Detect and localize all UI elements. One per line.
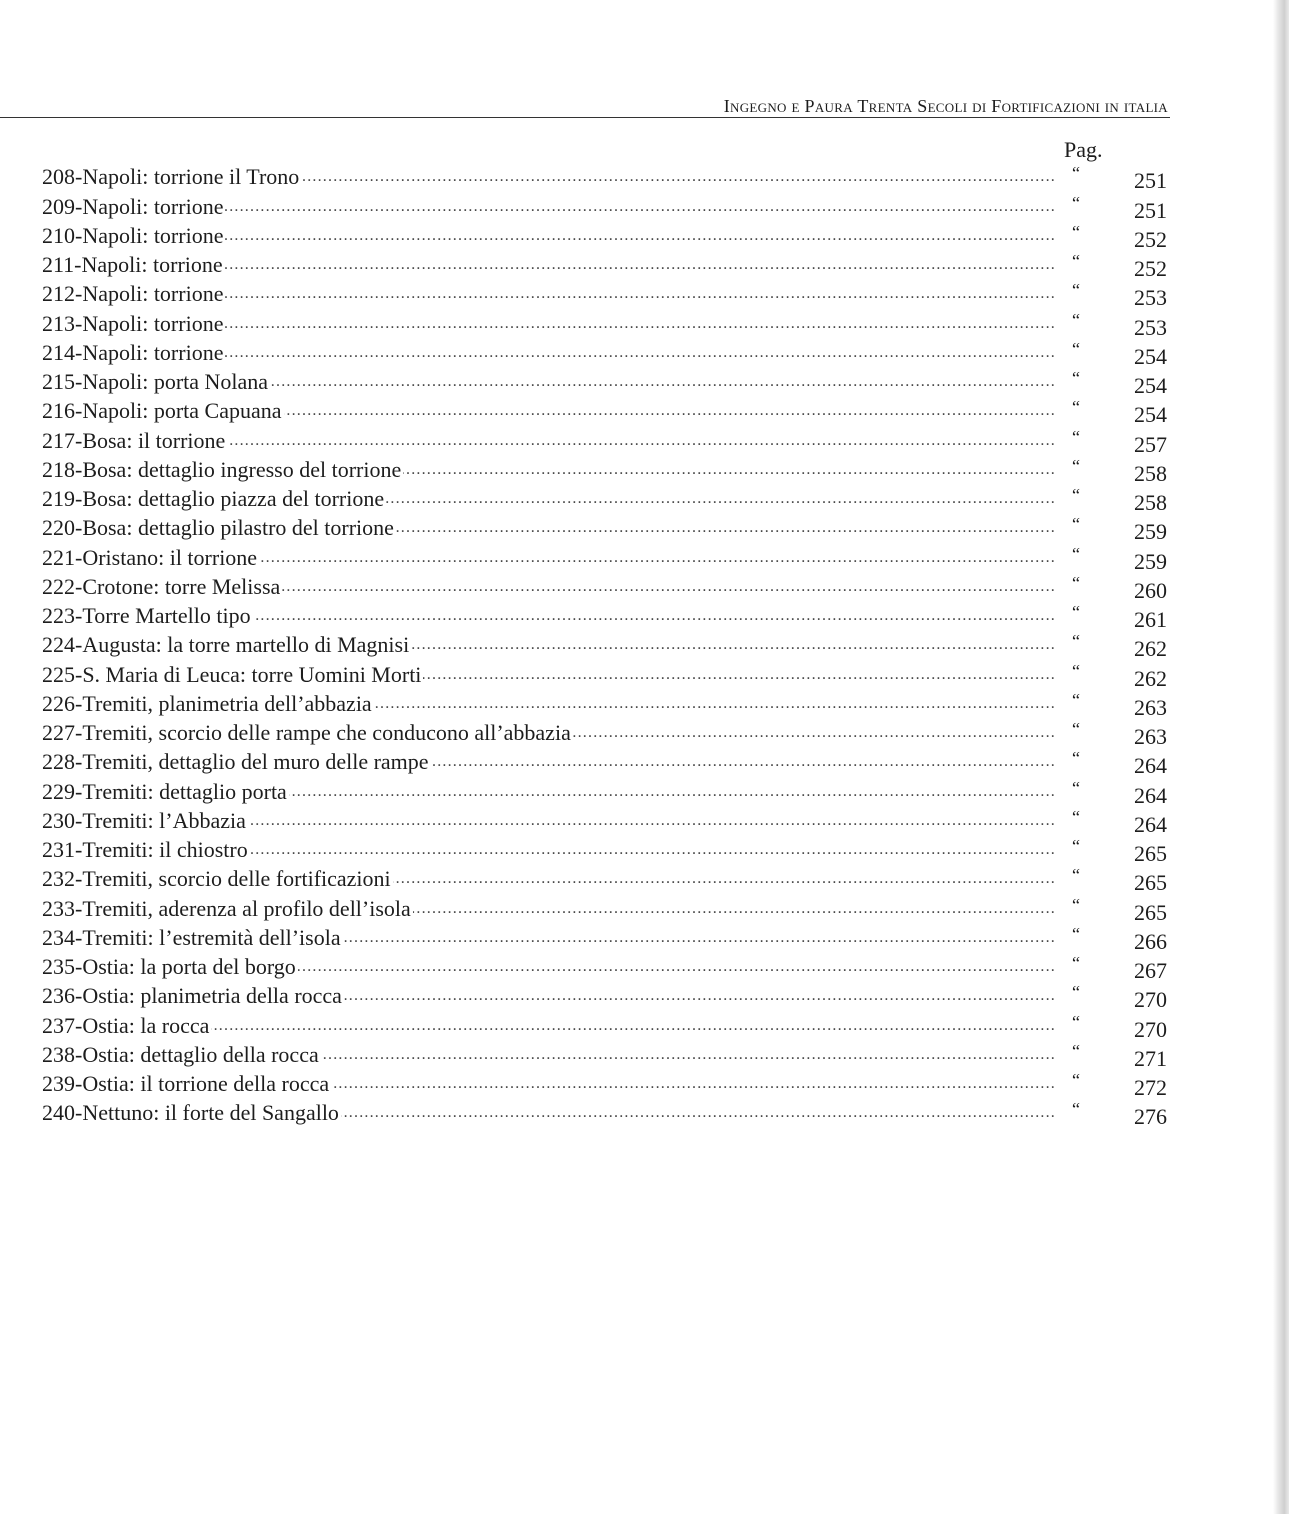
- toc-entry-page: 257: [1134, 431, 1167, 457]
- toc-entry-leader: [42, 428, 1054, 454]
- toc-entry: [42, 1039, 1167, 1071]
- toc-entry-leader: [42, 457, 1054, 483]
- ditto-mark: “: [1072, 602, 1080, 622]
- toc-entry-leader: [42, 223, 1054, 249]
- toc-entry: [42, 454, 1167, 486]
- toc-entry-page: 260: [1134, 577, 1167, 603]
- toc-entry: [42, 541, 1167, 574]
- toc-entry-title: 209-Napoli: torrione: [42, 193, 224, 219]
- ditto-mark: “: [1072, 251, 1080, 271]
- toc-entry-leader: [42, 515, 1054, 541]
- toc-entry: [42, 863, 1167, 896]
- toc-entry-leader: [42, 340, 1054, 366]
- toc-entry-leader: [42, 632, 1054, 658]
- ditto-mark: “: [1072, 631, 1080, 652]
- toc-entry-leader: [42, 281, 1054, 307]
- toc-entry-page: 251: [1134, 168, 1167, 194]
- toc-entry-title: 232-Tremiti, scorcio delle fortificazioni: [42, 866, 391, 892]
- toc-entry-title: 215-Napoli: porta Nolana: [42, 369, 269, 394]
- toc-entry-title: 222-Crotone: torre Melissa: [42, 573, 281, 599]
- toc-entry-page: 259: [1134, 548, 1167, 574]
- toc-entry-leader: [42, 486, 1054, 512]
- page-edge-shadow: [1273, 0, 1289, 1514]
- toc-entry: [42, 483, 1167, 515]
- toc-entry-title: 234-Tremiti: l’estremità dell’isola: [42, 924, 341, 950]
- ditto-mark: “: [1072, 923, 1080, 944]
- header-rule: [0, 117, 1170, 118]
- toc-entry-title: 220-Bosa: dettaglio pilastro del torrione: [42, 515, 394, 541]
- ditto-mark: “: [1072, 836, 1080, 856]
- running-header: [0, 96, 1170, 120]
- toc-entry-page: 259: [1134, 519, 1167, 545]
- toc-entry-leader: [42, 574, 1054, 600]
- toc-entry: [42, 629, 1167, 662]
- toc-entry: [42, 980, 1167, 1013]
- toc-entry: [42, 746, 1167, 779]
- toc-entry-leader: [42, 603, 1054, 629]
- ditto-mark: “: [1072, 221, 1080, 242]
- ditto-mark: “: [1072, 280, 1080, 301]
- toc-entry-leader: [42, 545, 1054, 571]
- toc-entry-page: 258: [1134, 460, 1167, 486]
- toc-entry-title: 223-Torre Martello tipo: [42, 603, 251, 628]
- toc-entry-page: 254: [1134, 373, 1167, 398]
- toc-entry: [42, 220, 1167, 252]
- ditto-mark: “: [1072, 309, 1080, 330]
- toc-entry-title: 236-Ostia: planimetria della rocca: [42, 983, 342, 1009]
- toc-entry: [42, 337, 1167, 369]
- toc-entry-page: 265: [1134, 899, 1167, 925]
- toc-entry-page: 276: [1134, 1104, 1167, 1130]
- toc-entry-title: 225-S. Maria di Leuca: torre Uomini Morti: [42, 661, 422, 687]
- toc-entry: [42, 805, 1167, 837]
- toc-entry-leader: [42, 1100, 1054, 1126]
- ditto-mark: “: [1072, 865, 1080, 886]
- toc-entry-page: 261: [1134, 607, 1167, 632]
- toc-entry: [42, 600, 1167, 632]
- toc-entry: [42, 717, 1167, 749]
- toc-entry: [42, 307, 1167, 340]
- ditto-mark: “: [1072, 192, 1080, 213]
- toc-entry: [42, 366, 1167, 398]
- toc-entry-leader: [42, 983, 1054, 1009]
- toc-entry-leader: [42, 954, 1054, 980]
- toc-entry-page: 253: [1134, 285, 1167, 311]
- toc-entry-page: 263: [1134, 724, 1167, 749]
- toc-entry: [42, 190, 1167, 223]
- ditto-mark: “: [1072, 982, 1080, 1003]
- toc-entry: [42, 658, 1167, 691]
- toc-entry: [42, 775, 1167, 808]
- toc-entry-page: 262: [1134, 665, 1167, 691]
- toc-entry-title: 228-Tremiti, dettaglio del muro delle rampe: [42, 749, 429, 775]
- toc-entry: [42, 512, 1167, 545]
- toc-entry-leader: [42, 1071, 1054, 1097]
- toc-entry-title: 211-Napoli: torrione: [42, 252, 223, 277]
- toc-entry-title: 233-Tremiti, aderenza al profilo dell’isola: [42, 895, 411, 921]
- toc-entry-page: 270: [1134, 1016, 1167, 1042]
- toc-entry-leader: [42, 749, 1054, 775]
- toc-entry-leader: [42, 779, 1054, 805]
- ditto-mark: “: [1072, 689, 1080, 710]
- ditto-mark: “: [1072, 543, 1080, 564]
- toc-entry-title: 230-Tremiti: l’Abbazia: [42, 807, 246, 833]
- toc-entry: [42, 1097, 1167, 1130]
- toc-entry: [42, 161, 1167, 194]
- toc-entry-title: 226-Tremiti, planimetria dell’abbazia: [42, 690, 372, 716]
- toc-entry-title: 239-Ostia: il torrione della rocca: [42, 1071, 330, 1096]
- toc-entry-title: 208-Napoli: torrione il Trono: [42, 164, 300, 190]
- toc-entry-title: 240-Nettuno: il forte del Sangallo: [42, 1100, 339, 1126]
- ditto-mark: “: [1072, 368, 1080, 388]
- toc-entry-title: 227-Tremiti, scorcio delle rampe che conducono all’abbazia: [42, 720, 571, 745]
- ditto-mark: “: [1072, 953, 1080, 973]
- table-of-contents: [42, 161, 1167, 1130]
- toc-entry-leader: [42, 662, 1054, 688]
- toc-entry-leader: [42, 896, 1054, 922]
- toc-entry-page: 272: [1134, 1075, 1167, 1100]
- toc-entry-title: 221-Oristano: il torrione: [42, 544, 258, 570]
- toc-entry-leader: [42, 194, 1054, 220]
- toc-entry-leader: [42, 837, 1054, 863]
- ditto-mark: “: [1072, 719, 1080, 739]
- toc-entry-title: 212-Napoli: torrione: [42, 281, 224, 307]
- toc-entry-title: 229-Tremiti: dettaglio porta: [42, 778, 287, 804]
- ditto-mark: “: [1072, 163, 1080, 184]
- ditto-mark: “: [1072, 572, 1080, 593]
- ditto-mark: “: [1072, 1070, 1080, 1090]
- toc-entry-page: 252: [1134, 226, 1167, 252]
- toc-entry-title: 216-Napoli: porta Capuana: [42, 398, 282, 424]
- toc-entry-page: 251: [1134, 197, 1167, 223]
- ditto-mark: “: [1072, 455, 1080, 476]
- ditto-mark: “: [1072, 806, 1080, 827]
- toc-entry-title: 213-Napoli: torrione: [42, 310, 224, 336]
- toc-entry-title: 214-Napoli: torrione: [42, 339, 224, 365]
- toc-entry-page: 265: [1134, 841, 1167, 866]
- toc-entry-title: 224-Augusta: la torre martello di Magnisi: [42, 632, 410, 658]
- toc-entry-leader: [42, 164, 1054, 190]
- toc-entry: [42, 571, 1167, 603]
- toc-entry-title: 219-Bosa: dettaglio piazza del torrione: [42, 486, 385, 511]
- toc-entry-page: 264: [1134, 782, 1167, 808]
- toc-entry-title: 238-Ostia: dettaglio della rocca: [42, 1041, 319, 1067]
- toc-entry-page: 266: [1134, 928, 1167, 954]
- ditto-mark: “: [1072, 1040, 1080, 1061]
- toc-entry: [42, 278, 1167, 311]
- toc-entry-leader: [42, 398, 1054, 424]
- ditto-mark: “: [1072, 1099, 1080, 1120]
- toc-entry: [42, 1068, 1167, 1100]
- toc-entry-leader: [42, 925, 1054, 951]
- ditto-mark: “: [1072, 338, 1080, 359]
- toc-entry-leader: [42, 1013, 1054, 1039]
- toc-entry: [42, 834, 1167, 866]
- toc-entry-leader: [42, 866, 1054, 892]
- toc-entry-page: 265: [1134, 870, 1167, 896]
- toc-entry: [42, 1009, 1167, 1042]
- ditto-mark: “: [1072, 514, 1080, 535]
- toc-entry-title: 237-Ostia: la rocca: [42, 1012, 210, 1038]
- toc-entry-page: 263: [1134, 694, 1167, 720]
- toc-entry-page: 254: [1134, 343, 1167, 369]
- toc-entry-title: 231-Tremiti: il chiostro: [42, 837, 248, 862]
- toc-entry: [42, 249, 1167, 281]
- ditto-mark: “: [1072, 748, 1080, 769]
- ditto-mark: “: [1072, 426, 1080, 447]
- toc-entry-leader: [42, 691, 1054, 717]
- toc-entry: [42, 951, 1167, 983]
- toc-entry-page: 270: [1134, 987, 1167, 1013]
- toc-entry-leader: [42, 720, 1054, 746]
- toc-entry-title: 218-Bosa: dettaglio ingresso del torrione: [42, 456, 402, 482]
- toc-entry-page: 253: [1134, 314, 1167, 340]
- toc-entry: [42, 922, 1167, 954]
- toc-entry-page: 258: [1134, 490, 1167, 515]
- page-column-label: Pag.: [1064, 137, 1103, 162]
- toc-entry-page: 254: [1134, 402, 1167, 428]
- ditto-mark: “: [1072, 397, 1080, 418]
- toc-entry-leader: [42, 311, 1054, 337]
- toc-entry-leader: [42, 252, 1054, 278]
- toc-entry-leader: [42, 808, 1054, 834]
- toc-entry-page: 264: [1134, 811, 1167, 837]
- ditto-mark: “: [1072, 1011, 1080, 1032]
- toc-entry-title: 235-Ostia: la porta del borgo: [42, 954, 296, 979]
- toc-entry: [42, 688, 1167, 720]
- toc-entry-leader: [42, 369, 1054, 395]
- ditto-mark: “: [1072, 777, 1080, 798]
- ditto-mark: “: [1072, 660, 1080, 681]
- ditto-mark: “: [1072, 485, 1080, 505]
- toc-entry-page: 264: [1134, 753, 1167, 779]
- toc-entry-page: 271: [1134, 1045, 1167, 1071]
- toc-entry-page: 262: [1134, 636, 1167, 662]
- toc-entry-page: 252: [1134, 256, 1167, 281]
- toc-entry-title: 210-Napoli: torrione: [42, 222, 224, 248]
- toc-entry-title: 217-Bosa: il torrione: [42, 427, 226, 453]
- toc-entry-leader: [42, 1042, 1054, 1068]
- running-title: Ingegno e Paura Trenta Secoli di Fortificazioni in italia: [718, 96, 1168, 116]
- toc-entry: [42, 892, 1167, 925]
- toc-entry: [42, 424, 1167, 457]
- toc-entry-page: 267: [1134, 958, 1167, 983]
- ditto-mark: “: [1072, 894, 1080, 915]
- toc-entry: [42, 395, 1167, 428]
